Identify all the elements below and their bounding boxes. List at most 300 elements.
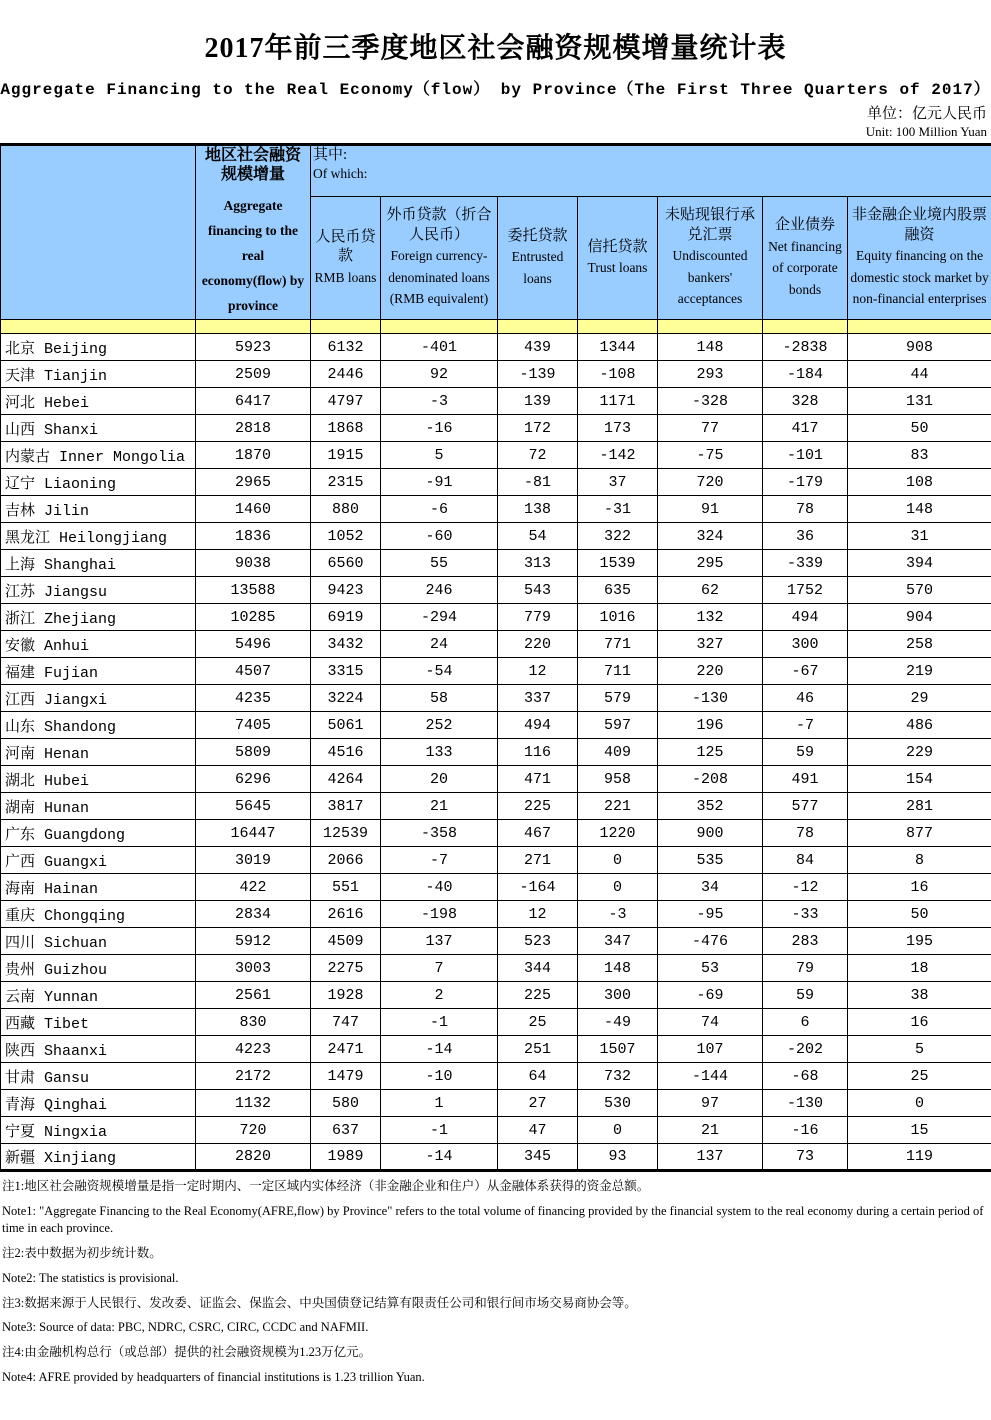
value-cell: 904 xyxy=(848,604,991,631)
value-cell: 1915 xyxy=(311,442,381,469)
value-cell: 577 xyxy=(763,793,848,820)
value-cell: -40 xyxy=(381,874,498,901)
value-cell: 5061 xyxy=(311,712,381,739)
value-cell: 2315 xyxy=(311,469,381,496)
value-cell: 132 xyxy=(658,604,763,631)
value-cell: 1 xyxy=(381,1090,498,1117)
value-cell: 195 xyxy=(848,928,991,955)
value-cell: 732 xyxy=(578,1063,658,1090)
value-cell: 92 xyxy=(381,361,498,388)
note-line: Note1: "Aggregate Financing to the Real Economy(AFRE,flow) by Province" refers to the total volume of financing provided by the financial system to the real economy during a certain period of time in each province. xyxy=(2,1204,984,1235)
separator-cell xyxy=(311,320,381,334)
value-cell: 494 xyxy=(498,712,578,739)
table-row xyxy=(1,766,991,793)
table-row xyxy=(1,901,991,928)
value-cell: 1507 xyxy=(578,1036,658,1063)
value-cell: 154 xyxy=(848,766,991,793)
value-cell: 409 xyxy=(578,739,658,766)
value-cell: -69 xyxy=(658,982,763,1009)
value-cell: -12 xyxy=(763,874,848,901)
value-cell: -60 xyxy=(381,523,498,550)
value-cell: -6 xyxy=(381,496,498,523)
value-cell: 79 xyxy=(763,955,848,982)
value-cell: 720 xyxy=(196,1117,311,1144)
value-cell: 148 xyxy=(658,334,763,361)
page-subtitle: Aggregate Financing to the Real Economy（flow） by Province（The First Three Quarters of 2017） xyxy=(0,81,991,99)
table-row xyxy=(1,523,991,550)
value-cell: -16 xyxy=(381,415,498,442)
column-header-foreign-currency-loans xyxy=(381,197,498,320)
table-row xyxy=(1,928,991,955)
of-which-en: Of which: xyxy=(313,165,368,181)
value-cell: 9423 xyxy=(311,577,381,604)
value-cell: -139 xyxy=(498,361,578,388)
value-cell: 1479 xyxy=(311,1063,381,1090)
value-cell: -81 xyxy=(498,469,578,496)
value-cell: 225 xyxy=(498,793,578,820)
value-cell: 523 xyxy=(498,928,578,955)
value-cell: 417 xyxy=(763,415,848,442)
value-cell: 908 xyxy=(848,334,991,361)
value-cell: 77 xyxy=(658,415,763,442)
value-cell: -75 xyxy=(658,442,763,469)
value-cell: 3003 xyxy=(196,955,311,982)
value-cell: 20 xyxy=(381,766,498,793)
value-cell: 2275 xyxy=(311,955,381,982)
yellow-separator-row xyxy=(1,320,991,334)
value-cell: 21 xyxy=(381,793,498,820)
value-cell: 345 xyxy=(498,1144,578,1171)
province-cell: 江苏 Jiangsu xyxy=(1,577,196,604)
value-cell: 271 xyxy=(498,847,578,874)
column-header-cn: 非金融企业境内股票融资 xyxy=(852,207,988,243)
column-header-rmb-loans xyxy=(311,197,381,320)
afre-header-en: Aggregate financing to the real economy(flow) by province xyxy=(201,198,305,314)
column-header-cn: 企业债券 xyxy=(774,217,835,234)
value-cell: -101 xyxy=(763,442,848,469)
value-cell: -33 xyxy=(763,901,848,928)
value-cell: 2818 xyxy=(196,415,311,442)
value-cell: 73 xyxy=(763,1144,848,1171)
province-cell: 青海 Qinghai xyxy=(1,1090,196,1117)
value-cell: 229 xyxy=(848,739,991,766)
province-cell: 吉林 Jilin xyxy=(1,496,196,523)
value-cell: 137 xyxy=(658,1144,763,1171)
table-row xyxy=(1,631,991,658)
column-header-en: Foreign currency-denominated loans (RMB equivalent) xyxy=(388,248,490,307)
value-cell: -14 xyxy=(381,1144,498,1171)
value-cell: 7 xyxy=(381,955,498,982)
column-header-en: Net financing of corporate bonds xyxy=(768,238,842,297)
value-cell: 6417 xyxy=(196,388,311,415)
table-row xyxy=(1,388,991,415)
value-cell: 300 xyxy=(763,631,848,658)
table-row xyxy=(1,1009,991,1036)
table-header xyxy=(1,145,991,334)
value-cell: 6 xyxy=(763,1009,848,1036)
value-cell: -7 xyxy=(763,712,848,739)
table-row xyxy=(1,334,991,361)
province-cell: 浙江 Zhejiang xyxy=(1,604,196,631)
value-cell: -476 xyxy=(658,928,763,955)
value-cell: 0 xyxy=(848,1090,991,1117)
value-cell: 344 xyxy=(498,955,578,982)
table-row xyxy=(1,1090,991,1117)
value-cell: -401 xyxy=(381,334,498,361)
value-cell: -67 xyxy=(763,658,848,685)
value-cell: 173 xyxy=(578,415,658,442)
value-cell: 1344 xyxy=(578,334,658,361)
value-cell: 50 xyxy=(848,901,991,928)
value-cell: 439 xyxy=(498,334,578,361)
note-line: Note2: The statistics is provisional. xyxy=(2,1270,179,1285)
table-row xyxy=(1,739,991,766)
value-cell: 2616 xyxy=(311,901,381,928)
value-cell: 2066 xyxy=(311,847,381,874)
value-cell: -1 xyxy=(381,1117,498,1144)
value-cell: -91 xyxy=(381,469,498,496)
value-cell: -49 xyxy=(578,1009,658,1036)
province-cell: 天津 Tianjin xyxy=(1,361,196,388)
unit-block xyxy=(0,105,991,140)
column-header-en: Undiscounted bankers' acceptances xyxy=(672,248,748,307)
value-cell: 93 xyxy=(578,1144,658,1171)
table-row xyxy=(1,469,991,496)
value-cell: 59 xyxy=(763,982,848,1009)
value-cell: 4235 xyxy=(196,685,311,712)
table-row xyxy=(1,793,991,820)
value-cell: 467 xyxy=(498,820,578,847)
note-line: Note3: Source of data: PBC, NDRC, CSRC, CIRC, CCDC and NAFMII. xyxy=(2,1320,369,1335)
value-cell: 2446 xyxy=(311,361,381,388)
column-header-en: Entrusted loans xyxy=(511,249,564,286)
value-cell: 25 xyxy=(848,1063,991,1090)
value-cell: 44 xyxy=(848,361,991,388)
province-cell: 内蒙古 Inner Mongolia xyxy=(1,442,196,469)
value-cell: -7 xyxy=(381,847,498,874)
value-cell: 1220 xyxy=(578,820,658,847)
value-cell: 133 xyxy=(381,739,498,766)
province-cell: 云南 Yunnan xyxy=(1,982,196,1009)
value-cell: 5645 xyxy=(196,793,311,820)
value-cell: 3817 xyxy=(311,793,381,820)
value-cell: 779 xyxy=(498,604,578,631)
value-cell: 4507 xyxy=(196,658,311,685)
column-header-en: Trust loans xyxy=(587,260,648,276)
province-cell: 黑龙江 Heilongjiang xyxy=(1,523,196,550)
value-cell: 16 xyxy=(848,874,991,901)
value-cell: 107 xyxy=(658,1036,763,1063)
value-cell: 1989 xyxy=(311,1144,381,1171)
value-cell: 3224 xyxy=(311,685,381,712)
value-cell: 31 xyxy=(848,523,991,550)
value-cell: 3019 xyxy=(196,847,311,874)
value-cell: 300 xyxy=(578,982,658,1009)
value-cell: 2965 xyxy=(196,469,311,496)
value-cell: 258 xyxy=(848,631,991,658)
value-cell: 337 xyxy=(498,685,578,712)
table-row xyxy=(1,550,991,577)
value-cell: 2509 xyxy=(196,361,311,388)
value-cell: 12539 xyxy=(311,820,381,847)
table-row xyxy=(1,712,991,739)
value-cell: 352 xyxy=(658,793,763,820)
value-cell: 327 xyxy=(658,631,763,658)
province-cell: 江西 Jiangxi xyxy=(1,685,196,712)
province-column-header xyxy=(1,145,196,320)
column-header-en: RMB loans xyxy=(314,269,377,285)
value-cell: 74 xyxy=(658,1009,763,1036)
value-cell: 251 xyxy=(498,1036,578,1063)
value-cell: 97 xyxy=(658,1090,763,1117)
value-cell: 313 xyxy=(498,550,578,577)
value-cell: 36 xyxy=(763,523,848,550)
table-row xyxy=(1,955,991,982)
table-row xyxy=(1,1063,991,1090)
value-cell: 324 xyxy=(658,523,763,550)
value-cell: 252 xyxy=(381,712,498,739)
province-cell: 北京 Beijing xyxy=(1,334,196,361)
value-cell: 220 xyxy=(658,658,763,685)
value-cell: 0 xyxy=(578,847,658,874)
value-cell: 12 xyxy=(498,658,578,685)
value-cell: -95 xyxy=(658,901,763,928)
value-cell: 880 xyxy=(311,496,381,523)
value-cell: 78 xyxy=(763,820,848,847)
value-cell: 220 xyxy=(498,631,578,658)
value-cell: 0 xyxy=(578,874,658,901)
note-line: Note4: AFRE provided by headquarters of financial institutions is 1.23 trillion Yuan. xyxy=(2,1370,425,1385)
value-cell: 5923 xyxy=(196,334,311,361)
value-cell: 55 xyxy=(381,550,498,577)
province-cell: 西藏 Tibet xyxy=(1,1009,196,1036)
province-cell: 海南 Hainan xyxy=(1,874,196,901)
value-cell: 84 xyxy=(763,847,848,874)
separator-cell xyxy=(196,320,311,334)
table-row xyxy=(1,415,991,442)
table-row xyxy=(1,1036,991,1063)
value-cell: 108 xyxy=(848,469,991,496)
value-cell: 347 xyxy=(578,928,658,955)
value-cell: 958 xyxy=(578,766,658,793)
separator-cell xyxy=(381,320,498,334)
province-cell: 甘肃 Gansu xyxy=(1,1063,196,1090)
value-cell: 148 xyxy=(578,955,658,982)
value-cell: 148 xyxy=(848,496,991,523)
value-cell: 2172 xyxy=(196,1063,311,1090)
value-cell: -108 xyxy=(578,361,658,388)
value-cell: 1836 xyxy=(196,523,311,550)
afre-column-header xyxy=(196,145,311,320)
column-header-equity-financing xyxy=(848,197,991,320)
of-which-cn: 其中: xyxy=(313,147,348,163)
value-cell: 771 xyxy=(578,631,658,658)
afre-header-cn: 地区社会融资规模增量 xyxy=(204,147,301,184)
note-line: 注4:由金融机构总行（或总部）提供的社会融资规模为1.23万亿元。 xyxy=(2,1345,372,1360)
value-cell: 530 xyxy=(578,1090,658,1117)
value-cell: 7405 xyxy=(196,712,311,739)
province-cell: 山东 Shandong xyxy=(1,712,196,739)
value-cell: 2471 xyxy=(311,1036,381,1063)
value-cell: 4516 xyxy=(311,739,381,766)
value-cell: 422 xyxy=(196,874,311,901)
province-cell: 湖南 Hunan xyxy=(1,793,196,820)
value-cell: 138 xyxy=(498,496,578,523)
value-cell: -144 xyxy=(658,1063,763,1090)
table-row xyxy=(1,1117,991,1144)
value-cell: -339 xyxy=(763,550,848,577)
separator-cell xyxy=(578,320,658,334)
value-cell: 225 xyxy=(498,982,578,1009)
value-cell: -358 xyxy=(381,820,498,847)
value-cell: 46 xyxy=(763,685,848,712)
value-cell: -10 xyxy=(381,1063,498,1090)
value-cell: 5 xyxy=(848,1036,991,1063)
table-row xyxy=(1,847,991,874)
value-cell: 579 xyxy=(578,685,658,712)
value-cell: 29 xyxy=(848,685,991,712)
value-cell: 246 xyxy=(381,577,498,604)
province-cell: 宁夏 Ningxia xyxy=(1,1117,196,1144)
value-cell: 196 xyxy=(658,712,763,739)
value-cell: 59 xyxy=(763,739,848,766)
value-cell: 5809 xyxy=(196,739,311,766)
value-cell: 4223 xyxy=(196,1036,311,1063)
value-cell: 1171 xyxy=(578,388,658,415)
value-cell: 720 xyxy=(658,469,763,496)
value-cell: -2838 xyxy=(763,334,848,361)
title-block xyxy=(0,0,991,140)
province-cell: 山西 Shanxi xyxy=(1,415,196,442)
value-cell: 830 xyxy=(196,1009,311,1036)
column-header-cn: 委托贷款 xyxy=(507,227,568,244)
value-cell: 535 xyxy=(658,847,763,874)
value-cell: 4264 xyxy=(311,766,381,793)
value-cell: 12 xyxy=(498,901,578,928)
notes-section xyxy=(0,1172,991,1386)
value-cell: 34 xyxy=(658,874,763,901)
value-cell: 2820 xyxy=(196,1144,311,1171)
column-header-en: Equity financing on the domestic stock market by non-financial enterprises xyxy=(850,248,989,307)
value-cell: 21 xyxy=(658,1117,763,1144)
value-cell: 27 xyxy=(498,1090,578,1117)
value-cell: 6560 xyxy=(311,550,381,577)
value-cell: 2 xyxy=(381,982,498,1009)
value-cell: 72 xyxy=(498,442,578,469)
value-cell: -328 xyxy=(658,388,763,415)
value-cell: 53 xyxy=(658,955,763,982)
value-cell: -294 xyxy=(381,604,498,631)
value-cell: -202 xyxy=(763,1036,848,1063)
value-cell: 38 xyxy=(848,982,991,1009)
province-cell: 河南 Henan xyxy=(1,739,196,766)
value-cell: 1868 xyxy=(311,415,381,442)
value-cell: 91 xyxy=(658,496,763,523)
value-cell: 131 xyxy=(848,388,991,415)
separator-cell xyxy=(763,320,848,334)
value-cell: 6919 xyxy=(311,604,381,631)
value-cell: 491 xyxy=(763,766,848,793)
table-row xyxy=(1,496,991,523)
value-cell: -130 xyxy=(658,685,763,712)
column-header-cn: 信托贷款 xyxy=(587,238,648,255)
value-cell: 543 xyxy=(498,577,578,604)
value-cell: 328 xyxy=(763,388,848,415)
unit-label-en: Unit: 100 Million Yuan xyxy=(865,123,987,139)
value-cell: 4509 xyxy=(311,928,381,955)
value-cell: -3 xyxy=(381,388,498,415)
column-header-cn: 未贴现银行承兑汇票 xyxy=(664,207,755,243)
province-cell: 四川 Sichuan xyxy=(1,928,196,955)
table-row xyxy=(1,685,991,712)
value-cell: -208 xyxy=(658,766,763,793)
value-cell: 54 xyxy=(498,523,578,550)
value-cell: 25 xyxy=(498,1009,578,1036)
value-cell: 570 xyxy=(848,577,991,604)
column-header-cn: 外币贷款（折合人民币） xyxy=(386,207,492,243)
column-header-corporate-bonds xyxy=(763,197,848,320)
province-cell: 新疆 Xinjiang xyxy=(1,1144,196,1171)
value-cell: 221 xyxy=(578,793,658,820)
table-row xyxy=(1,361,991,388)
table-row xyxy=(1,658,991,685)
table-row xyxy=(1,577,991,604)
value-cell: 15 xyxy=(848,1117,991,1144)
value-cell: -54 xyxy=(381,658,498,685)
value-cell: 16447 xyxy=(196,820,311,847)
value-cell: -184 xyxy=(763,361,848,388)
value-cell: -164 xyxy=(498,874,578,901)
value-cell: 18 xyxy=(848,955,991,982)
value-cell: 1928 xyxy=(311,982,381,1009)
value-cell: -16 xyxy=(763,1117,848,1144)
value-cell: 1870 xyxy=(196,442,311,469)
value-cell: 9038 xyxy=(196,550,311,577)
table-row xyxy=(1,442,991,469)
value-cell: -31 xyxy=(578,496,658,523)
value-cell: 900 xyxy=(658,820,763,847)
value-cell: 5912 xyxy=(196,928,311,955)
column-header-entrusted-loans xyxy=(498,197,578,320)
of-which-header xyxy=(311,145,991,197)
province-cell: 辽宁 Liaoning xyxy=(1,469,196,496)
table-row xyxy=(1,982,991,1009)
value-cell: 295 xyxy=(658,550,763,577)
table-row xyxy=(1,604,991,631)
table-row xyxy=(1,820,991,847)
value-cell: 116 xyxy=(498,739,578,766)
separator-cell xyxy=(848,320,991,334)
province-cell: 湖北 Hubei xyxy=(1,766,196,793)
province-cell: 广东 Guangdong xyxy=(1,820,196,847)
value-cell: 2834 xyxy=(196,901,311,928)
value-cell: 637 xyxy=(311,1117,381,1144)
value-cell: 47 xyxy=(498,1117,578,1144)
value-cell: 8 xyxy=(848,847,991,874)
value-cell: -1 xyxy=(381,1009,498,1036)
value-cell: 83 xyxy=(848,442,991,469)
value-cell: 551 xyxy=(311,874,381,901)
value-cell: 16 xyxy=(848,1009,991,1036)
value-cell: 281 xyxy=(848,793,991,820)
value-cell: 635 xyxy=(578,577,658,604)
value-cell: 139 xyxy=(498,388,578,415)
separator-cell xyxy=(1,320,196,334)
value-cell: 0 xyxy=(578,1117,658,1144)
value-cell: 597 xyxy=(578,712,658,739)
province-cell: 重庆 Chongqing xyxy=(1,901,196,928)
value-cell: -14 xyxy=(381,1036,498,1063)
